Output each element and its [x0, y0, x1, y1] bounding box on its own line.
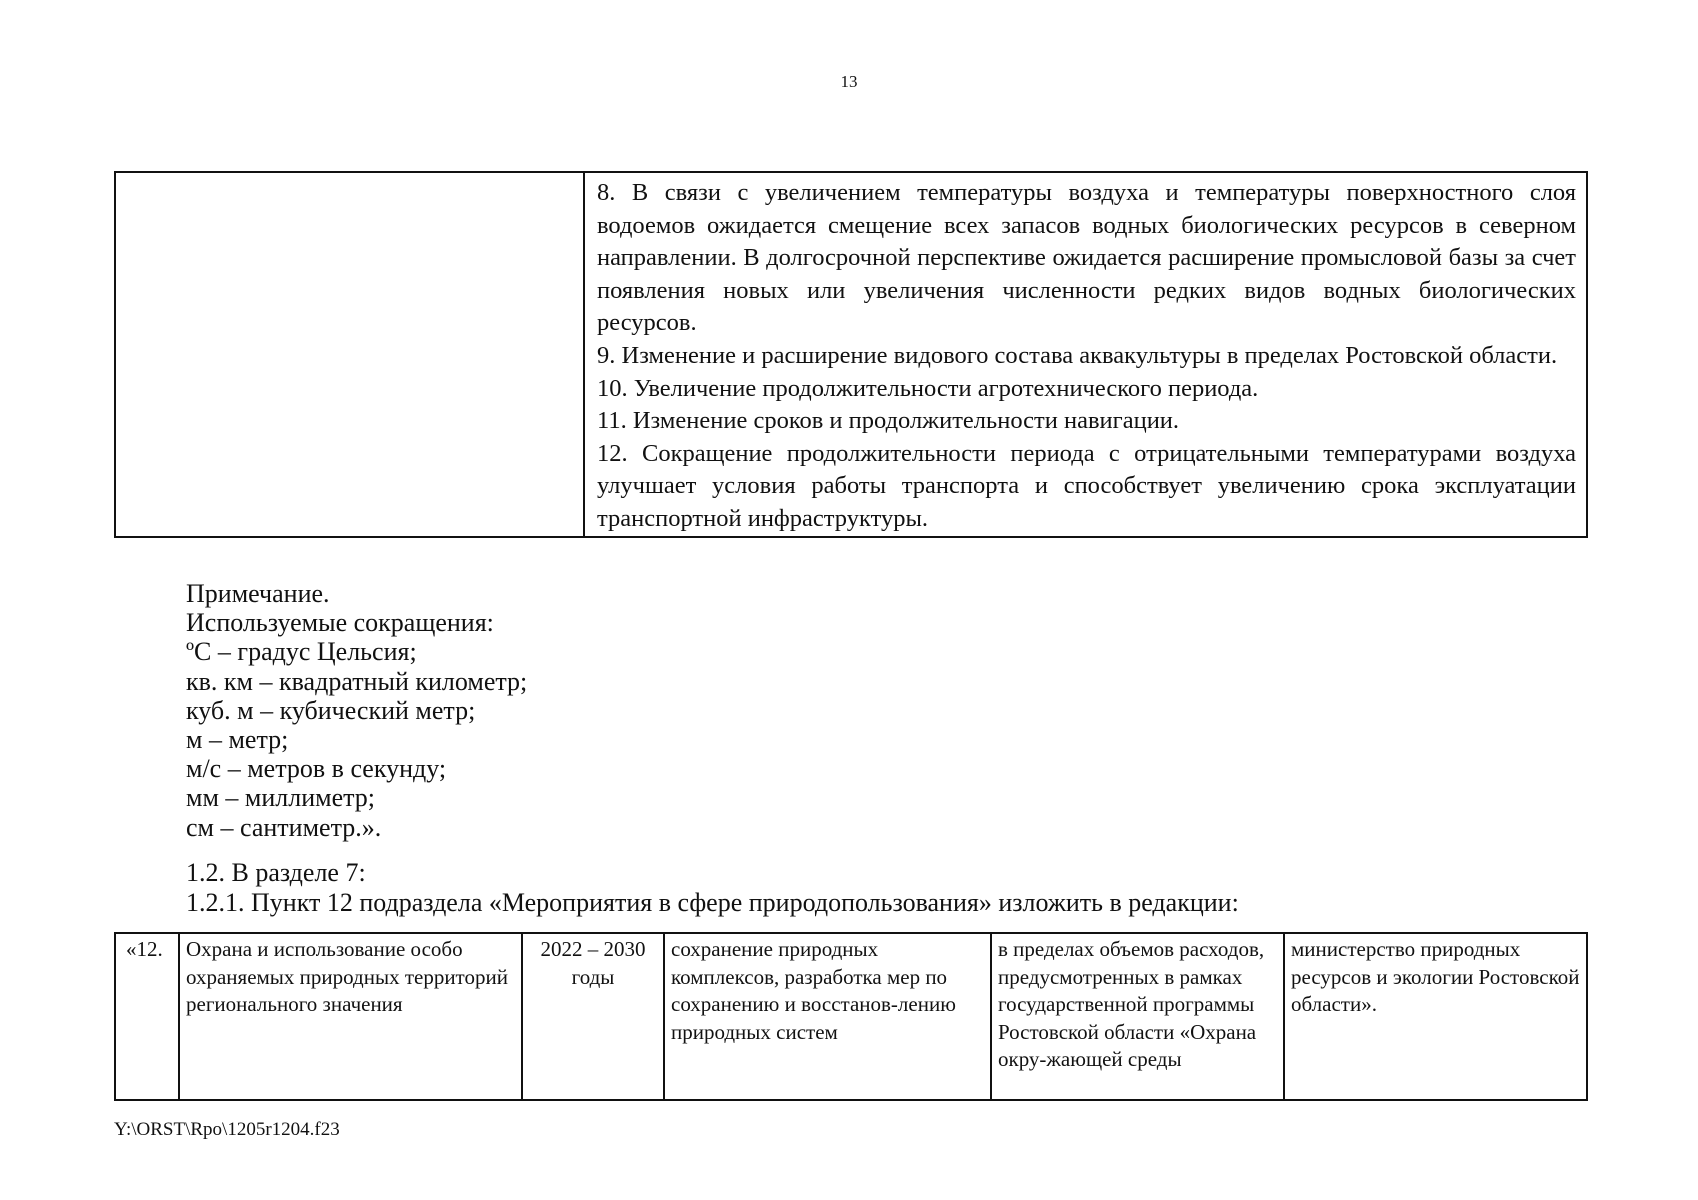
abbreviation-item: куб. м – кубический метр;	[186, 695, 476, 725]
table-row	[115, 933, 1587, 1100]
cell-measure-name: Охрана и использование особо охраняемых природных территорий регионального значения	[179, 933, 522, 1100]
empty-left-cell	[115, 172, 584, 537]
effects-cell	[584, 172, 1587, 537]
cell-number: «12.	[115, 933, 179, 1100]
section-block	[186, 858, 1239, 918]
abbreviation-item: кв. км – квадратный километр;	[186, 666, 528, 696]
list-item: 9. Изменение и расширение видового состава аквакультуры в пределах Ростовской области.	[597, 341, 1558, 369]
footer-file-path: Y:\ORST\Rpo\1205r1204.f23	[114, 1119, 340, 1140]
list-item: 12. Сокращение продолжительности периода с отрицательными температурами воздуха улучшает условия работы транспорта и способствует увеличению срока эксплуатации транспортной инфраструктуры.	[597, 439, 1576, 532]
abbreviation-item: ºС – градус Цельсия;	[186, 637, 417, 667]
measures-table	[114, 932, 1588, 1101]
note-block	[186, 579, 527, 842]
abbreviation-item: м – метр;	[186, 725, 289, 755]
abbreviation-item: см – сантиметр.».	[186, 812, 382, 842]
cell-funding: в пределах объемов расходов, предусмотренных в рамках государственной программы Ростовской области «Охрана окру-жающей среды	[991, 933, 1284, 1100]
list-item: 10. Увеличение продолжительности агротехнического периода.	[597, 374, 1259, 402]
cell-years: 2022 – 2030 годы	[522, 933, 664, 1100]
list-item: 11. Изменение сроков и продолжительности навигации.	[597, 407, 1180, 435]
table-row	[115, 172, 1587, 537]
section-heading: 1.2. В разделе 7:	[186, 858, 366, 887]
list-item: 8. В связи с увеличением температуры воздуха и температуры поверхностного слоя водоемов ожидается смещение всех запасов водных биологических ресурсов в северном направлении. В долгосрочной перспективе ожидается расширение промысловой базы за счет появления новых или увеличения численности редких видов водных биологических ресурсов.	[597, 179, 1576, 337]
section-instruction: 1.2.1. Пункт 12 подраздела «Мероприятия в сфере природопользования» изложить в редакции:	[186, 888, 1239, 917]
note-title: Примечание.	[186, 579, 330, 608]
abbreviation-item: м/с – метров в секунду;	[186, 754, 447, 784]
cell-goal: сохранение природных комплексов, разработка мер по сохранению и восстанов-лению природных систем	[664, 933, 991, 1100]
continuation-table	[114, 171, 1588, 538]
cell-responsible: министерство природных ресурсов и экологии Ростовской области».	[1284, 933, 1587, 1100]
note-subtitle: Используемые сокращения:	[186, 608, 494, 638]
abbreviation-item: мм – миллиметр;	[186, 783, 376, 813]
page-number: 13	[840, 72, 858, 91]
